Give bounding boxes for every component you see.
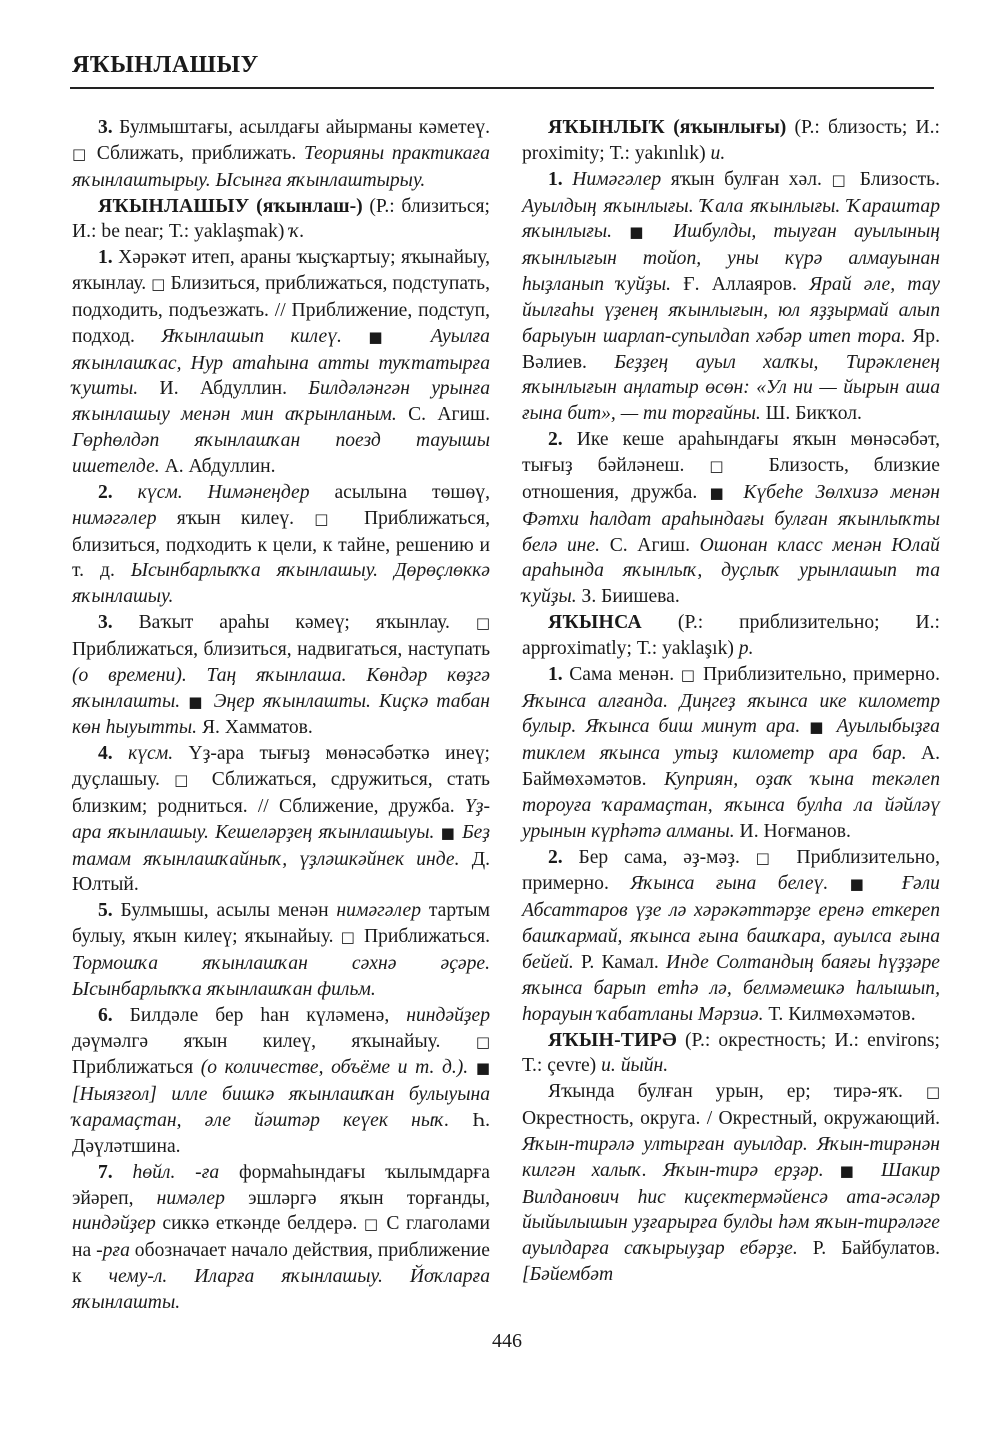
sense-paragraph	[522, 1079, 940, 1288]
example-marker-icon: ■	[368, 327, 405, 346]
text-run: дәүмәлгә яҡын килеү, яҡынайыу.	[72, 1030, 476, 1052]
example-marker-icon: ■	[839, 1161, 865, 1180]
italic-example: нимәлер	[156, 1187, 225, 1209]
text-run: Р. Камал.	[573, 952, 667, 973]
sense-paragraph	[72, 1003, 490, 1160]
text-run: Близость.	[850, 168, 940, 190]
text-run: Д. Юлтый.	[72, 848, 490, 896]
bold-text: 7.	[98, 1161, 113, 1183]
text-run: яҡын килеү.	[156, 507, 315, 529]
text-run: тартым булыу, яҡын килеү; яҡынайыу.	[72, 900, 490, 948]
dictionary-entry-headline	[522, 115, 940, 167]
sense-paragraph	[522, 167, 940, 427]
italic-example: Беҙ тамам яҡынлашҡайныҡ, үҙләшкәйнек инде.	[72, 821, 491, 870]
italic-example: Ауылыбыҙға тиклем яҡынса утыҙ километр ара бар.	[522, 716, 940, 765]
text-run: Билдәле бер һан күләменә,	[112, 1004, 407, 1026]
italic-example: Үҙ-ара яҡынлашыу. Кешеләрҙең яҡынлашыуы.	[72, 795, 490, 843]
example-marker-icon: ■	[709, 483, 732, 502]
example-marker-icon: ■	[849, 875, 881, 894]
italic-example: Ишбулды, тыуған ауылының яҡынлығын тойоп, уны күрә алмауынан һыҙланып ҡуйҙы.	[522, 221, 940, 296]
translation-marker-icon: □	[709, 456, 744, 475]
text-run: А. Баймөхәмәтов.	[522, 743, 941, 791]
italic-example: Ярай әле, тау йылғаһы үҙенең яҡынлығын, юл яҙҙырмай алып барыуын шарлап-супылдап хәбәр итеп тора.	[522, 274, 940, 347]
translation-marker-icon: □	[680, 665, 697, 684]
bold-text: (яҡынлаш-)	[249, 195, 363, 217]
right-column	[522, 115, 940, 1288]
bold-text: 1.	[548, 168, 563, 190]
text-run: Яр. Вәлиев.	[522, 325, 940, 373]
example-marker-icon: ■	[440, 823, 456, 842]
bold-text: 3.	[98, 612, 113, 634]
italic-example: [Бәйембәт	[522, 1264, 614, 1286]
example-marker-icon: ■	[188, 692, 206, 711]
text-run: Ғ. Аллаяров.	[671, 274, 810, 296]
header-rule	[70, 87, 934, 89]
text-run: (Р.: окрестность; И.: environs; Т.: çevre)	[522, 1029, 940, 1077]
headword: ЯҠЫНЛАШЫУ	[98, 195, 250, 217]
sense-paragraph	[72, 1160, 490, 1316]
italic-example: Куприян, оҙаҡ ҡына текәлеп тороуға ҡарамаҫтан, яҡынса булһа ла йәйләү урынын күрһәтә алманы.	[522, 769, 940, 842]
sense-paragraph	[72, 245, 490, 480]
italic-example: Ауылға яҡынлашҡас, Нур атаһына атты туҡтатырға ҡушты.	[72, 325, 490, 400]
translation-marker-icon: □	[174, 771, 198, 790]
bold-text: 1.	[98, 247, 113, 269]
bold-text: (яҡынлығы)	[665, 117, 787, 138]
sense-paragraph	[522, 845, 940, 1028]
bold-text: 5.	[98, 900, 113, 922]
text-run: Близиться, приближаться, подступать, подходить, подъезжать. // Приближение, подступ, подход.	[72, 273, 490, 347]
italic-example: -рға	[96, 1240, 130, 1262]
text-run: Сама менән.	[562, 663, 681, 685]
italic-example: һөйл. -ға	[112, 1161, 220, 1183]
example-marker-icon: ■	[475, 1059, 490, 1078]
text-run: формаһындағы ҡылымдарға эйәреп,	[72, 1161, 490, 1209]
italic-example: и.	[710, 142, 726, 164]
italic-example: нимәгәлер	[336, 900, 422, 922]
text-run: сиккә еткәнде белдерә.	[155, 1213, 364, 1235]
example-marker-icon: ■	[629, 223, 656, 242]
text-run: яҡын булған хәл.	[661, 168, 832, 190]
dictionary-entry-headline	[72, 194, 490, 246]
italic-example: ҡ.	[289, 221, 305, 243]
italic-example: Ауылдың яҡынлығы. Ҡала яҡынлығы. Ҡараштар яҡынлығы.	[522, 195, 940, 243]
translation-marker-icon: □	[340, 928, 357, 947]
sense-paragraph	[522, 427, 940, 610]
bold-text: 4.	[98, 743, 113, 765]
italic-example: күсм. Нимәнеңдер	[112, 481, 310, 503]
italic-example: Яҡынлашып килеү.	[161, 325, 369, 347]
italic-example: [Ныязғол] илле бишкә яҡынлашҡан булыуына ҡарамаҫтан, әле йәштәр кеүек ныҡ.	[72, 1084, 490, 1132]
text-run: Приближаться, близиться, надвигаться, наступать	[72, 638, 490, 660]
dictionary-entry-headline	[522, 1028, 940, 1080]
italic-example: ниндәйҙер	[406, 1004, 490, 1026]
italic-example: Гөрһөлдәп яҡынлашҡан поезд тауышы ишетелде.	[72, 430, 490, 477]
bold-text: 6.	[98, 1004, 113, 1026]
text-run: Ике кеше араһындағы яҡын мөнәсәбәт, тығыҙ бәйләнеш.	[522, 429, 940, 476]
italic-example: күсм.	[112, 743, 174, 765]
italic-example: Ошонан класс менән Юлай араһында яҡынлыҡ, дуҫлыҡ урынлашып та ҡуйҙы.	[522, 534, 940, 608]
italic-example: Күбеһе Зөлхизә менән Фәтхи һалдат араһындағы булған яҡынлыҡты белә ине.	[522, 481, 940, 556]
sense-paragraph	[72, 115, 490, 194]
translation-marker-icon: □	[72, 144, 89, 163]
text-run: Я. Хамматов.	[197, 717, 313, 739]
sense-paragraph	[522, 662, 940, 845]
text-run: И. Абдуллин.	[138, 378, 309, 400]
text-run: Близость, близкие отношения, дружба.	[522, 454, 940, 503]
sense-paragraph	[72, 741, 490, 898]
italic-example: Нимәгәлер	[562, 168, 662, 190]
text-run: И. Ноғманов.	[734, 820, 851, 842]
italic-example: и. йыйн.	[601, 1055, 669, 1077]
text-run: Үҙ-ара тығыҙ мөнәсәбәткә инеү; дуҫлашыу.	[72, 743, 490, 791]
text-run: С. Агиш.	[396, 404, 490, 426]
text-run: (Р.: близиться; И.: be near; Т.: yaklaşmak)	[72, 195, 490, 243]
italic-example: р.	[738, 637, 754, 659]
bold-text: 2.	[548, 846, 563, 868]
translation-marker-icon: □	[475, 614, 490, 633]
text-run: Һ. Дәүләтшина.	[72, 1110, 491, 1157]
text-run: З. Биишева.	[576, 586, 680, 608]
text-run: Яҡында булған урын, ер; тирә-яҡ.	[548, 1081, 926, 1103]
italic-example: Эңер яҡынлашты. Киҫкә табан көн һыуытты.	[72, 690, 490, 739]
italic-example: (о времени). Таң яҡынлаша. Көндәр көҙгә яҡынлашты.	[72, 664, 490, 712]
text-run: Булмыштағы, асылдағы айырманы кәметеү.	[112, 117, 490, 138]
text-run: асылына төшөү,	[309, 481, 490, 503]
italic-example: нимәгәлер	[72, 507, 157, 529]
text-run: Приближаться, близиться, подходить к цели, к тайне, решению и т. д.	[72, 507, 490, 582]
translation-marker-icon: □	[755, 848, 781, 867]
italic-example: Тормошҡа яҡынлашҡан сәхнә әҫәре. Ысынбарлыҡҡа яҡынлашҡан фильм.	[72, 953, 490, 1000]
page-number: 446	[492, 1330, 522, 1352]
text-run: Хәрәкәт итеп, араны ҡыҫҡартыу; яҡынайыу, яҡынлау.	[72, 247, 490, 295]
text-run: Булмышы, асылы менән	[112, 900, 337, 922]
bold-text: 3.	[98, 117, 113, 138]
text-run: А. Абдуллин.	[159, 455, 276, 477]
example-marker-icon: ■	[809, 718, 828, 737]
italic-example: Яҡынса алғанда. Диңгеҙ яҡынса ике километр булыр. Яҡынса биш минут ара.	[522, 690, 940, 738]
translation-marker-icon: □	[475, 1032, 490, 1051]
italic-example: Яҡын-тирәлә ултырған ауылдар. Яҡын-тирәнән килгән халыҡ. Яҡын-тирә ерҙәр.	[522, 1133, 940, 1181]
italic-example: Теорияны практикаға яҡынлаштырыу. Ысынға яҡынлаштырыу.	[72, 142, 490, 191]
italic-example: ниндәйҙер	[72, 1213, 156, 1235]
text-run: Т. Килмөхәмәтов.	[763, 1003, 916, 1025]
text-run: Бер сама, әҙ-мәҙ.	[562, 846, 756, 868]
translation-marker-icon: □	[151, 275, 166, 294]
italic-example: Билдәләнгән урынға яҡынлашыу менән мин аҡрынланым.	[72, 378, 490, 426]
translation-marker-icon: □	[831, 170, 851, 189]
bold-text: 1.	[548, 663, 563, 685]
text-run: Ваҡыт араһы кәмеү; яҡынлау.	[112, 612, 476, 634]
text-run: Ш. Бикҡол.	[760, 403, 862, 425]
translation-marker-icon: □	[314, 509, 344, 528]
left-column	[72, 115, 490, 1316]
headword: ЯҠЫНСА	[548, 612, 642, 634]
text-run: Приближаться	[72, 1057, 201, 1079]
headword: ЯҠЫНЛЫҠ	[548, 117, 666, 138]
text-run: Сближать, приближать.	[89, 142, 304, 164]
bold-text: 2.	[98, 481, 113, 503]
sense-paragraph	[72, 480, 490, 610]
italic-example: Ғәли Абсаттаров үҙе лә хәрәкәттәрҙе еренә еткереп башҡармай, яҡынса ғына башҡара, ауылса ғына бейей.	[522, 873, 940, 973]
text-run: Приближаться.	[356, 926, 490, 948]
text-run: С глаголами на	[72, 1213, 490, 1262]
text-run: Сближаться, сдружиться, стать близким; родниться. // Сближение, дружба.	[72, 769, 490, 817]
text-run: обозначает начало действия, приближение к	[72, 1240, 490, 1288]
text-run: (Р.: приблизительно; И.: approximatly; Т.: yaklaşık)	[522, 612, 940, 659]
running-head: ЯҠЫНЛАШЫУ	[72, 52, 259, 78]
italic-example: Ысынбарлыҡҡа яҡынлашыу. Дөрөҫлөккә яҡынлашыу.	[72, 560, 490, 608]
italic-example: Беҙҙең ауыл халҡы, Тирәкленең яҡынлығын аңлатыр өсөн: «Ул ни — йырын аша ғына бит», — ти торғайны.	[522, 351, 941, 425]
translation-marker-icon: □	[925, 1083, 940, 1102]
text-run: (Р.: близость; И.: proximity; Т.: yakınlık)	[522, 117, 941, 164]
text-run: Приблизительно, примерно.	[522, 846, 940, 895]
italic-example: Яҡынса ғына белеү.	[630, 873, 850, 895]
bold-text: 2.	[548, 429, 563, 451]
italic-example: Шакир Вилданович һис киҫектермәйенсә ата-әсәләр йыйылышын уҙғарырға булды һәм яҡын-тирәләге ауылдарға саҡырыуҙар ебәрҙе.	[522, 1159, 941, 1260]
text-run: Приблизительно, примерно.	[696, 663, 940, 685]
sense-paragraph	[72, 610, 490, 741]
translation-marker-icon: □	[363, 1215, 380, 1234]
text-run: С. Агиш.	[600, 534, 700, 556]
italic-example: (о количестве, объёме и т. д.).	[200, 1057, 476, 1079]
italic-example: Инде Солтандың баяғы һүҙҙәре яҡынса барып етһә лә, белмәмешкә һалышып, һорауын ҡабатланы Мәрзиә.	[522, 952, 940, 1025]
headword: ЯҠЫН-ТИРӘ	[548, 1029, 677, 1051]
dictionary-entry-headline	[522, 610, 940, 662]
italic-example: чему-л. Иларға яҡынлашыу. Йоҡларға яҡынлашты.	[72, 1266, 491, 1313]
sense-paragraph	[72, 898, 490, 1002]
text-run: Окрестность, округа. / Окрестный, окружающий.	[522, 1108, 940, 1130]
text-run: Р. Байбулатов.	[797, 1238, 940, 1260]
text-run: эшләргә яҡын торғанды,	[224, 1187, 490, 1209]
